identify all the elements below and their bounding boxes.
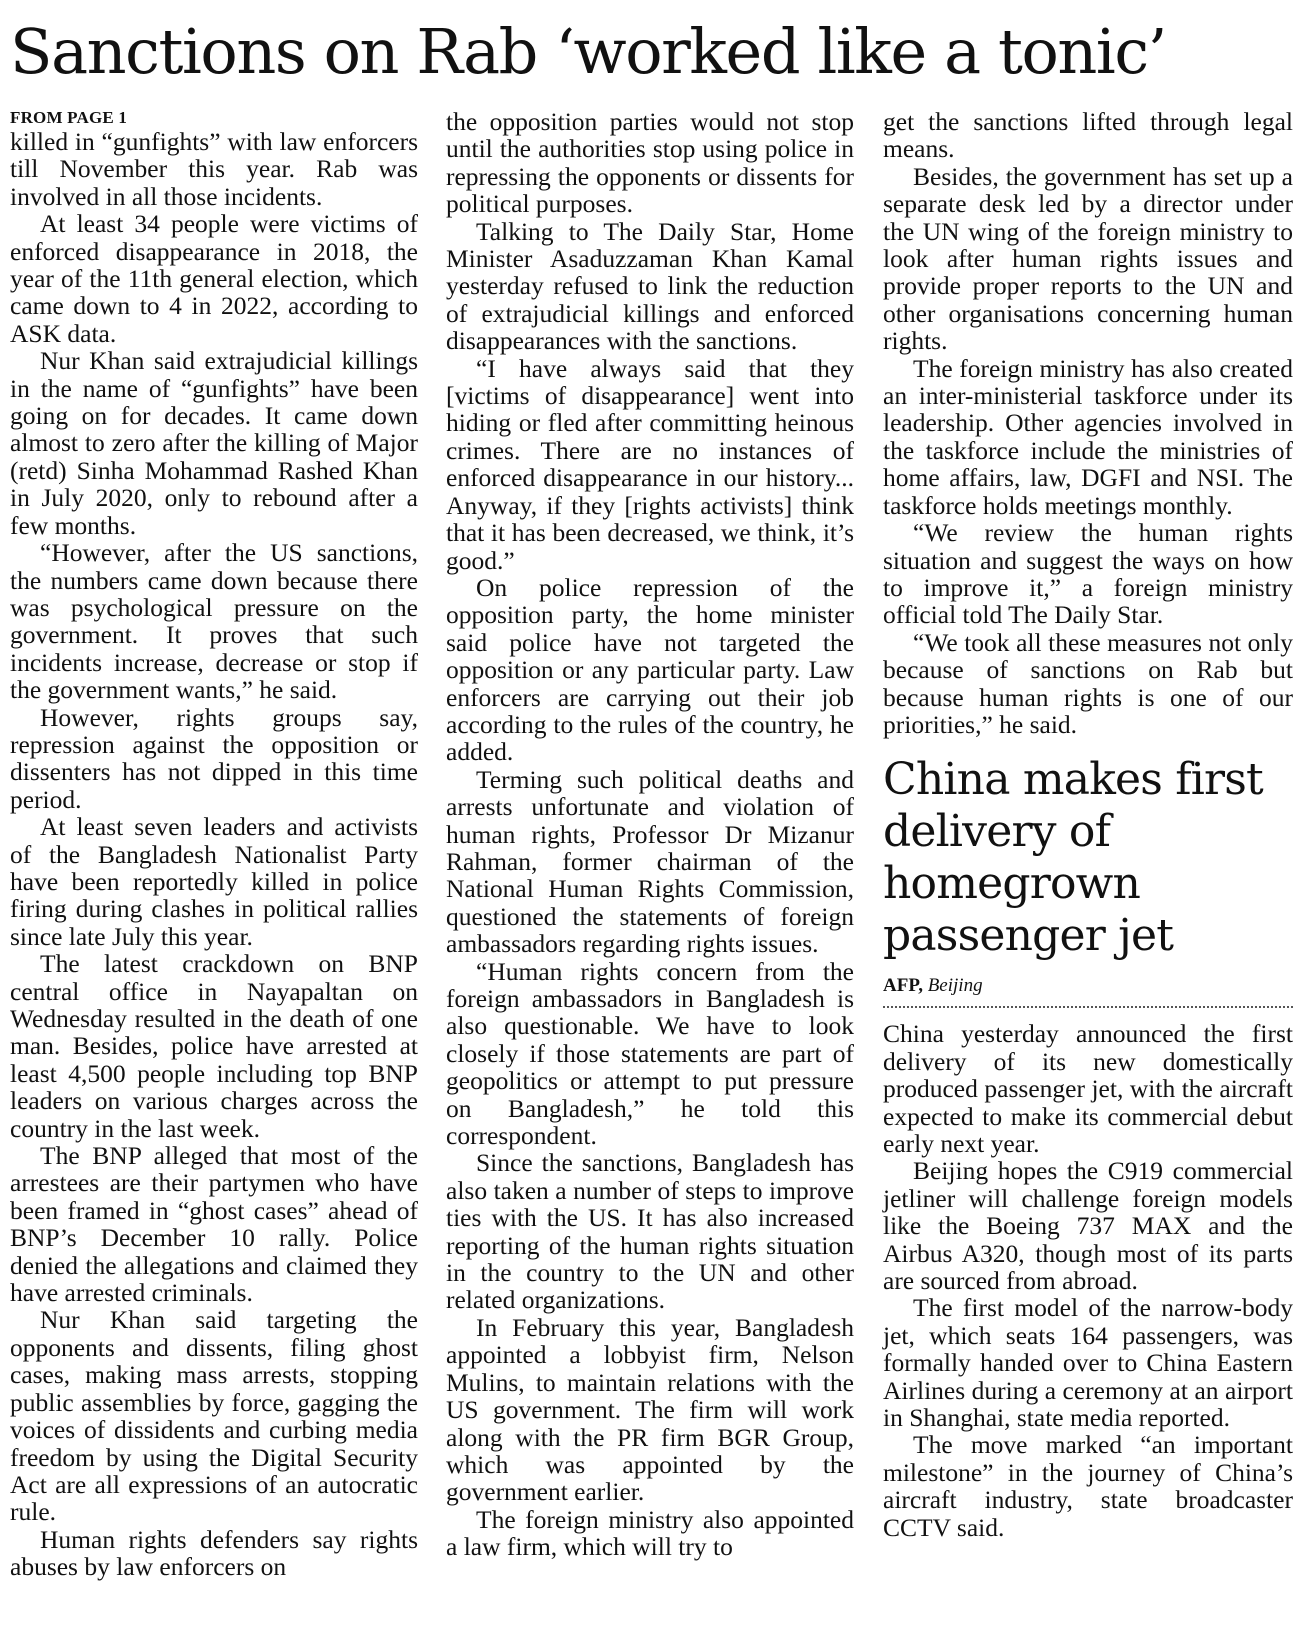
column-2 (446, 108, 854, 1561)
byline-agency: AFP, (883, 975, 923, 997)
paragraph: “We took all these measures not only because of sanctions on Rab but because human rights is one of our priorities,” he said. (883, 627, 1293, 739)
paragraph: The move marked “an important milestone” in the journey of China’s aircraft industry, state broadcaster CCTV said. (883, 1430, 1293, 1542)
paragraph: The foreign ministry also appointed a law firm, which will try to (446, 1504, 854, 1562)
paragraph: At least 34 people were victims of enforced disappearance in 2018, the year of the 11th general election, which came down to 4 in 2022, according to ASK data. (10, 209, 418, 348)
paragraph: In February this year, Bangladesh appointed a lobbyist firm, Nelson Mulins, to maintain relations with the US government. The firm will work along with the PR firm BGR Group, which was appointed by the government earlier. (446, 1312, 854, 1507)
column-3 (883, 108, 1293, 1541)
byline (883, 974, 1293, 1008)
paragraph: Terming such political deaths and arrests unfortunate and violation of human rights, Professor Dr Mizanur Rahman, former chairman of the National Human Rights Commission, questioned the statements of foreign ambassadors regarding rights issues. (446, 764, 854, 959)
paragraph: Nur Khan said targeting the opponents and dissents, filing ghost cases, making mass arrests, stopping public assemblies by force, gagging the voices of dissidents and curbing media freedom by using the Digital Security Act are all expressions of an autocratic rule. (10, 1305, 418, 1527)
paragraph: However, rights groups say, repression against the opposition or dissenters has not dipped in this time period. (10, 702, 418, 814)
paragraph: The BNP alleged that most of the arrestees are their partymen who have been framed in “ghost cases” ahead of BNP’s December 10 rally. Police denied the allegations and claimed they have arrested criminals. (10, 1141, 418, 1308)
china-story-headline: China makes first delivery of homegrown passenger jet (883, 754, 1263, 962)
byline-place: Beijing (927, 975, 983, 997)
kicker: FROM PAGE 1 (10, 108, 128, 127)
paragraph: “However, after the US sanctions, the numbers came down because there was psychological pressure on the government. It proves that such incidents increase, decrease or stop if the government wants,” he said. (10, 538, 418, 705)
paragraph: China yesterday announced the first delivery of its new domestically produced passenger jet, with the aircraft expected to make its commercial debut early next year. (883, 1019, 1293, 1158)
paragraph: On police repression of the opposition party, the home minister said police have not targeted the opposition or any particular party. Law enforcers are carrying out their job according to the rules of the country, he added. (446, 572, 854, 767)
paragraph: Beijing hopes the C919 commercial jetliner will challenge foreign models like the Boeing 737 MAX and the Airbus A320, though most of its parts are sourced from abroad. (883, 1156, 1293, 1295)
paragraph: Nur Khan said extrajudicial killings in the name of “gunfights” have been going on for decades. It came down almost to zero after the killing of Major (retd) Sinha Mohammad Rashed Khan in July 2020, only to rebound after a few months. (10, 346, 418, 540)
paragraph: killed in “gunfights” with law enforcers till November this year. Rab was involved in all those incidents. (10, 127, 418, 211)
paragraph: get the sanctions lifted through legal means. (883, 107, 1293, 164)
paragraph: Human rights defenders say rights abuses by law enforcers on (10, 1524, 418, 1582)
paragraph: “We review the human rights situation and suggest the ways on how to improve it,” a foreign ministry official told The Daily Star. (883, 518, 1293, 630)
paragraph: The latest crackdown on BNP central office in Nayapaltan on Wednesday resulted in the death of one man. Besides, police have arrested at least 4,500 people including top BNP leaders on various charges across the country in the last week. (10, 949, 418, 1143)
paragraph: Since the sanctions, Bangladesh has also taken a number of steps to improve ties with the US. It has also increased reporting of the human rights situation in the country to the UN and other related organizations. (446, 1148, 854, 1315)
column-1 (10, 108, 418, 1581)
paragraph: “I have always said that they [victims of disappearance] went into hiding or fled after committing heinous crimes. There are no instances of enforced disappearance in our history... Anyway, if they [rights activists] think that it has been decreased, we think, it’s good.” (446, 353, 854, 575)
paragraph: At least seven leaders and activists of the Bangladesh Nationalist Party have been reportedly killed in police firing during clashes in political rallies since late July this year. (10, 812, 418, 951)
paragraph: The first model of the narrow-body jet, which seats 164 passengers, was formally handed over to China Eastern Airlines during a ceremony at an airport in Shanghai, state media reported. (883, 1293, 1293, 1433)
paragraph: Besides, the government has set up a separate desk led by a director under the UN wing of the foreign ministry to look after human rights issues and provide proper reports to the UN and other organisations concerning human rights. (883, 161, 1293, 356)
paragraph: The foreign ministry has also created an inter-ministerial taskforce under its leadership. Other agencies involved in the taskforce include the ministries of home affairs, law, DGFI and NSI. The taskforce holds meetings monthly. (883, 353, 1293, 520)
headline: Sanctions on Rab ‘worked like a tonic’ (10, 15, 1166, 88)
paragraph: Talking to The Daily Star, Home Minister Asaduzzaman Khan Kamal yesterday refused to link the reduction of extrajudicial killings and enforced disappearances with the sanctions. (446, 216, 854, 356)
paragraph: the opposition parties would not stop until the authorities stop using police in repressing the opponents or dissents for political purposes. (446, 107, 854, 219)
paragraph: “Human rights concern from the foreign ambassadors in Bangladesh is also questionable. We have to look closely if those statements are part of geopolitics or attempt to put pressure on Bangladesh,” he told this correspondent. (446, 956, 854, 1151)
